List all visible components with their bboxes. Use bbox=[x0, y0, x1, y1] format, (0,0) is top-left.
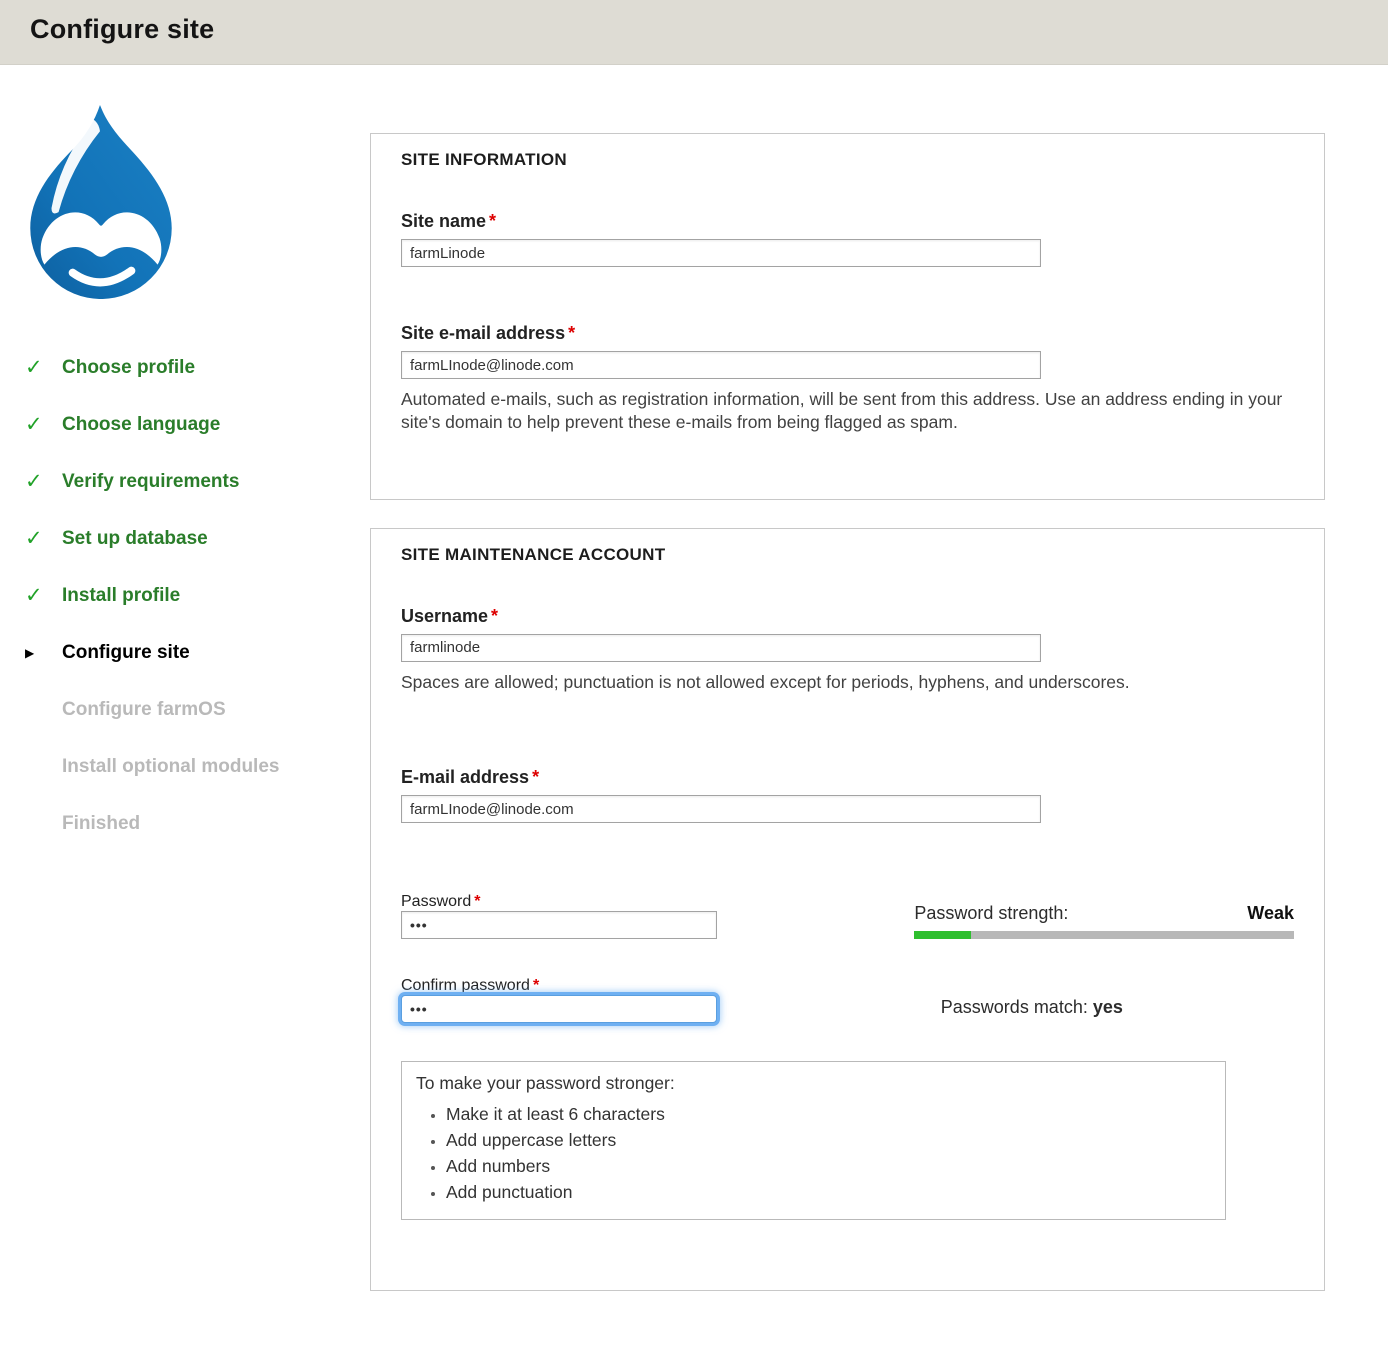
active-step-arrow-icon: ▶ bbox=[25, 646, 35, 660]
username-item bbox=[401, 605, 1294, 694]
install-task-list bbox=[0, 357, 370, 835]
step-configure-site bbox=[25, 642, 370, 664]
step-choose-language bbox=[25, 414, 370, 436]
main-layout bbox=[0, 65, 1388, 1291]
confirm-password-row bbox=[401, 977, 1294, 1023]
password-suggestions-box bbox=[401, 1061, 1226, 1220]
required-marker: * bbox=[532, 767, 540, 788]
confirm-password-label: Confirm password * bbox=[401, 977, 540, 995]
site-email-input[interactable] bbox=[401, 351, 1041, 379]
site-email-label: Site e-mail address * bbox=[401, 323, 576, 343]
username-label: Username * bbox=[401, 605, 499, 626]
site-information-fieldset bbox=[370, 133, 1325, 500]
site-name-label: Site name * bbox=[401, 211, 497, 231]
step-finished bbox=[25, 813, 370, 835]
fieldset-legend: SITE MAINTENANCE ACCOUNT bbox=[401, 544, 666, 564]
site-maintenance-account-fieldset bbox=[370, 528, 1325, 1291]
required-marker: * bbox=[532, 977, 540, 995]
install-sidebar bbox=[0, 65, 370, 1291]
site-email-item bbox=[401, 322, 1294, 435]
password-label: Password * bbox=[401, 893, 481, 911]
site-name-item bbox=[401, 210, 1294, 267]
password-item bbox=[401, 893, 795, 939]
step-install-optional-modules bbox=[25, 756, 370, 778]
strength-bar-fill bbox=[914, 931, 971, 939]
required-marker: * bbox=[489, 211, 497, 231]
step-set-up-database bbox=[25, 528, 370, 550]
step-choose-profile bbox=[25, 357, 370, 379]
required-marker: * bbox=[474, 893, 481, 911]
step-label: Verify requirements bbox=[62, 471, 240, 492]
strength-bar-track bbox=[914, 931, 1294, 939]
check-icon: ✓ bbox=[25, 413, 43, 436]
check-icon: ✓ bbox=[25, 470, 43, 493]
step-configure-farmos bbox=[25, 699, 370, 721]
account-email-item bbox=[401, 766, 1294, 823]
step-verify-requirements bbox=[25, 471, 370, 493]
account-email-label: E-mail address * bbox=[401, 767, 540, 788]
strength-label: Password strength: bbox=[914, 903, 1069, 924]
step-install-profile bbox=[25, 585, 370, 607]
step-label: Configure farmOS bbox=[62, 699, 226, 720]
suggestions-list bbox=[416, 1103, 1211, 1204]
step-label: Install profile bbox=[62, 585, 181, 606]
step-label: Set up database bbox=[62, 528, 208, 549]
fieldset-legend: SITE INFORMATION bbox=[401, 150, 567, 169]
suggestion-item: • Make it at least 6 characters bbox=[446, 1103, 1211, 1126]
password-strength-meter bbox=[914, 903, 1294, 939]
page-header bbox=[0, 0, 1388, 65]
required-marker: * bbox=[491, 605, 499, 626]
check-icon: ✓ bbox=[25, 527, 43, 550]
site-name-input[interactable] bbox=[401, 239, 1041, 267]
password-row bbox=[401, 893, 1294, 939]
match-label: Passwords match: bbox=[940, 997, 1088, 1018]
required-marker: * bbox=[568, 323, 576, 343]
page-title: Configure site bbox=[30, 14, 215, 44]
suggestion-item: • Add numbers bbox=[446, 1155, 1211, 1178]
step-label: Configure site bbox=[62, 642, 190, 663]
suggestion-item: • Add punctuation bbox=[446, 1181, 1211, 1204]
site-email-description: Automated e-mails, such as registration information, will be sent from this address. Use an address ending in your site's domain to help prevent these e-mails from being flagged as spam. bbox=[401, 389, 1283, 433]
step-label: Choose profile bbox=[62, 357, 196, 378]
step-label: Choose language bbox=[62, 414, 221, 435]
account-email-input[interactable] bbox=[401, 795, 1041, 823]
suggestions-title: To make your password stronger: bbox=[416, 1073, 675, 1094]
check-icon: ✓ bbox=[25, 356, 43, 379]
confirm-password-item bbox=[401, 977, 822, 1023]
passwords-match-status bbox=[941, 997, 1294, 1023]
username-description: Spaces are allowed; punctuation is not allowed except for periods, hyphens, and underscores. bbox=[401, 671, 1130, 692]
drupal-logo-icon bbox=[20, 103, 182, 299]
step-label: Install optional modules bbox=[62, 756, 280, 777]
password-input[interactable] bbox=[401, 911, 717, 939]
configure-site-form bbox=[370, 65, 1325, 1291]
suggestion-item: • Add uppercase letters bbox=[446, 1129, 1211, 1152]
confirm-password-input[interactable] bbox=[401, 995, 717, 1023]
check-icon: ✓ bbox=[25, 584, 43, 607]
step-label: Finished bbox=[62, 813, 141, 834]
strength-level: Weak bbox=[1247, 903, 1294, 924]
username-input[interactable] bbox=[401, 634, 1041, 662]
match-value: yes bbox=[1092, 997, 1123, 1018]
